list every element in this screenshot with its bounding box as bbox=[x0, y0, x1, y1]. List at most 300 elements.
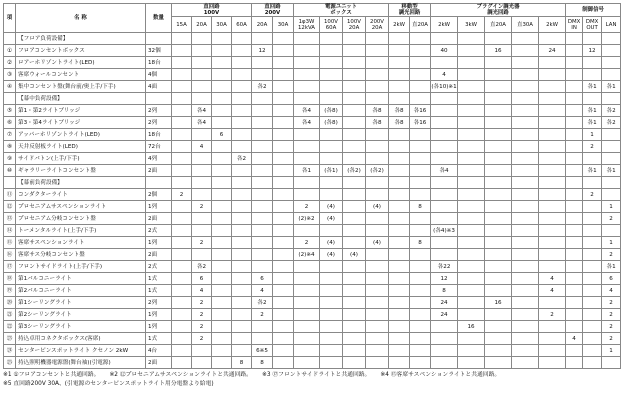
row-no: ㉕ bbox=[4, 357, 16, 369]
row-cell bbox=[320, 141, 343, 153]
row-name: 持込照明機器電源盤(舞台袖)(引電源) bbox=[16, 357, 146, 369]
row-cell bbox=[343, 345, 366, 357]
row-cell bbox=[485, 201, 512, 213]
row-cell bbox=[389, 357, 410, 369]
row-cell: 24 bbox=[431, 297, 458, 309]
row-cell bbox=[294, 57, 320, 69]
row-qty: 2面 bbox=[146, 213, 172, 225]
row-cell bbox=[343, 237, 366, 249]
empty-cell bbox=[431, 177, 458, 189]
row-name: プロセニアムサスペンションライト bbox=[16, 201, 146, 213]
row-cell: 各2 bbox=[252, 297, 273, 309]
row-cell bbox=[389, 297, 410, 309]
row-cell bbox=[172, 357, 192, 369]
empty-cell bbox=[566, 177, 583, 189]
row-cell: 16 bbox=[485, 45, 512, 57]
row-cell bbox=[294, 45, 320, 57]
row-qty: 18台 bbox=[146, 129, 172, 141]
row-cell bbox=[458, 237, 485, 249]
row-cell: (各10)※1 bbox=[431, 81, 458, 93]
row-cell bbox=[410, 81, 431, 93]
row-cell bbox=[172, 165, 192, 177]
table-row bbox=[4, 117, 621, 129]
row-cell bbox=[192, 45, 212, 57]
row-cell bbox=[485, 237, 512, 249]
row-cell: 4 bbox=[539, 285, 566, 297]
row-cell: (4) bbox=[320, 237, 343, 249]
row-cell: 2 bbox=[539, 309, 566, 321]
row-cell bbox=[512, 321, 539, 333]
header-sub: 3kW bbox=[458, 17, 485, 33]
row-cell bbox=[366, 69, 389, 81]
row-cell bbox=[343, 273, 366, 285]
row-cell bbox=[366, 333, 389, 345]
empty-cell bbox=[172, 177, 192, 189]
row-qty: 2列 bbox=[146, 297, 172, 309]
row-cell bbox=[273, 261, 294, 273]
section-title: 【幕前負荷設備】 bbox=[16, 177, 146, 189]
row-cell bbox=[172, 345, 192, 357]
table-row bbox=[4, 201, 621, 213]
row-cell bbox=[485, 141, 512, 153]
row-cell bbox=[583, 213, 602, 225]
row-cell bbox=[512, 189, 539, 201]
row-cell bbox=[389, 129, 410, 141]
row-cell: 各1 bbox=[583, 165, 602, 177]
row-cell bbox=[172, 249, 192, 261]
row-cell bbox=[389, 189, 410, 201]
row-qty: 4個 bbox=[146, 69, 172, 81]
row-cell bbox=[294, 345, 320, 357]
empty-cell bbox=[566, 33, 583, 45]
row-name: コンダクターライト bbox=[16, 189, 146, 201]
row-cell bbox=[389, 81, 410, 93]
row-cell bbox=[458, 105, 485, 117]
row-cell bbox=[252, 333, 273, 345]
row-cell bbox=[232, 273, 252, 285]
row-qty: 2面 bbox=[146, 249, 172, 261]
row-cell bbox=[566, 153, 583, 165]
row-cell: 24 bbox=[539, 45, 566, 57]
row-cell bbox=[252, 105, 273, 117]
row-cell: 各1 bbox=[294, 165, 320, 177]
row-cell: (各4)※3 bbox=[431, 225, 458, 237]
header-sub: 60A bbox=[232, 17, 252, 33]
row-no: ⑥ bbox=[4, 117, 16, 129]
row-cell bbox=[366, 297, 389, 309]
row-cell bbox=[539, 333, 566, 345]
row-cell bbox=[343, 333, 366, 345]
row-cell bbox=[389, 141, 410, 153]
row-cell bbox=[458, 249, 485, 261]
row-cell bbox=[273, 189, 294, 201]
row-cell bbox=[320, 129, 343, 141]
row-cell bbox=[232, 213, 252, 225]
header-sub: 20A bbox=[252, 17, 273, 33]
section-no bbox=[4, 93, 16, 105]
row-cell bbox=[431, 117, 458, 129]
row-cell bbox=[273, 105, 294, 117]
row-cell bbox=[389, 225, 410, 237]
footnote: ※5 直回路200V 30A、(引電源のセンターピンスポットライト用分電盤より給電) bbox=[3, 381, 214, 387]
row-name: 持込卓用コネクタボックス(客席) bbox=[16, 333, 146, 345]
row-cell bbox=[485, 69, 512, 81]
row-cell: 各4 bbox=[294, 105, 320, 117]
row-cell bbox=[566, 129, 583, 141]
row-cell: 12 bbox=[252, 45, 273, 57]
row-qty: 1列 bbox=[146, 309, 172, 321]
table-row bbox=[4, 189, 621, 201]
row-cell: 各4 bbox=[192, 105, 212, 117]
empty-cell bbox=[252, 177, 273, 189]
row-cell bbox=[431, 345, 458, 357]
row-cell bbox=[566, 57, 583, 69]
row-cell bbox=[320, 321, 343, 333]
row-cell bbox=[366, 273, 389, 285]
row-cell bbox=[172, 213, 192, 225]
row-name: 天井反射板ライト(LED) bbox=[16, 141, 146, 153]
row-cell bbox=[343, 357, 366, 369]
row-cell bbox=[389, 57, 410, 69]
header-sub: 15A bbox=[172, 17, 192, 33]
row-cell bbox=[172, 129, 192, 141]
header-sub: 直20A bbox=[485, 17, 512, 33]
table-row bbox=[4, 105, 621, 117]
row-cell bbox=[212, 141, 232, 153]
row-cell: 6※5 bbox=[252, 345, 273, 357]
empty-cell bbox=[343, 177, 366, 189]
row-cell bbox=[566, 117, 583, 129]
row-cell bbox=[566, 345, 583, 357]
empty-cell bbox=[212, 33, 232, 45]
row-qty: 2面 bbox=[146, 357, 172, 369]
header-no: 項 bbox=[4, 4, 16, 33]
row-cell bbox=[583, 57, 602, 69]
row-qty: 1列 bbox=[146, 201, 172, 213]
table-row bbox=[4, 141, 621, 153]
row-cell bbox=[583, 297, 602, 309]
row-cell: 8 bbox=[410, 237, 431, 249]
row-cell bbox=[458, 345, 485, 357]
row-no: ⑫ bbox=[4, 201, 16, 213]
row-cell bbox=[343, 129, 366, 141]
row-cell: 8 bbox=[410, 201, 431, 213]
row-cell bbox=[512, 81, 539, 93]
row-cell bbox=[172, 45, 192, 57]
empty-cell bbox=[566, 93, 583, 105]
table-row bbox=[4, 273, 621, 285]
row-cell: 各8 bbox=[389, 117, 410, 129]
row-cell bbox=[172, 237, 192, 249]
row-cell: (4) bbox=[320, 201, 343, 213]
row-cell bbox=[192, 81, 212, 93]
row-cell bbox=[458, 129, 485, 141]
row-cell bbox=[320, 225, 343, 237]
footnotes bbox=[3, 371, 597, 389]
row-cell bbox=[485, 273, 512, 285]
empty-cell bbox=[192, 177, 212, 189]
row-qty: 2式 bbox=[146, 225, 172, 237]
empty-cell bbox=[212, 93, 232, 105]
empty-cell bbox=[410, 177, 431, 189]
row-cell bbox=[512, 69, 539, 81]
row-cell bbox=[485, 333, 512, 345]
row-cell bbox=[343, 117, 366, 129]
row-cell: 各2 bbox=[602, 117, 621, 129]
row-cell bbox=[410, 249, 431, 261]
row-cell bbox=[583, 321, 602, 333]
empty-cell bbox=[232, 93, 252, 105]
row-cell: 各4 bbox=[294, 117, 320, 129]
row-cell bbox=[539, 357, 566, 369]
row-cell bbox=[485, 165, 512, 177]
row-cell bbox=[252, 153, 273, 165]
row-cell bbox=[273, 69, 294, 81]
row-cell bbox=[458, 213, 485, 225]
row-no: ㉓ bbox=[4, 333, 16, 345]
row-cell bbox=[192, 57, 212, 69]
row-cell bbox=[366, 153, 389, 165]
row-cell bbox=[566, 357, 583, 369]
row-cell bbox=[389, 309, 410, 321]
row-cell bbox=[566, 45, 583, 57]
empty-cell bbox=[512, 93, 539, 105]
header-sub: 20A bbox=[192, 17, 212, 33]
row-cell bbox=[366, 57, 389, 69]
row-no: ⑦ bbox=[4, 129, 16, 141]
row-cell bbox=[172, 69, 192, 81]
row-cell: 4 bbox=[566, 333, 583, 345]
row-cell bbox=[431, 201, 458, 213]
row-cell: 6 bbox=[252, 273, 273, 285]
row-cell bbox=[485, 153, 512, 165]
row-no: ⑩ bbox=[4, 165, 16, 177]
row-cell bbox=[320, 297, 343, 309]
footnote: ※1 ①フロアコンセントと共通回路。 bbox=[3, 372, 100, 378]
row-name: 第3・第4ライトブリッジ bbox=[16, 117, 146, 129]
empty-cell bbox=[192, 33, 212, 45]
row-cell: 2 bbox=[192, 297, 212, 309]
row-cell bbox=[389, 261, 410, 273]
empty-cell bbox=[602, 177, 621, 189]
row-cell: 24 bbox=[431, 309, 458, 321]
row-cell bbox=[485, 105, 512, 117]
row-cell bbox=[566, 249, 583, 261]
empty-cell bbox=[539, 93, 566, 105]
row-cell: 6 bbox=[602, 273, 621, 285]
row-cell bbox=[320, 357, 343, 369]
row-cell bbox=[320, 69, 343, 81]
row-cell: (各8) bbox=[320, 105, 343, 117]
row-cell bbox=[539, 201, 566, 213]
row-cell bbox=[485, 249, 512, 261]
table-row bbox=[4, 129, 621, 141]
row-cell bbox=[252, 201, 273, 213]
header-sub: 2kW bbox=[539, 17, 566, 33]
row-cell bbox=[431, 249, 458, 261]
row-cell bbox=[539, 69, 566, 81]
row-cell bbox=[485, 225, 512, 237]
row-cell: 4 bbox=[192, 141, 212, 153]
row-cell: 1 bbox=[583, 129, 602, 141]
row-cell bbox=[539, 81, 566, 93]
row-cell: 各1 bbox=[583, 117, 602, 129]
row-qty: 72台 bbox=[146, 141, 172, 153]
row-cell: 2 bbox=[583, 189, 602, 201]
row-cell bbox=[252, 261, 273, 273]
empty-cell bbox=[252, 33, 273, 45]
row-cell bbox=[192, 345, 212, 357]
table-row bbox=[4, 81, 621, 93]
header-group: プラグイン調光器 調光回路 bbox=[431, 4, 566, 17]
row-cell bbox=[212, 273, 232, 285]
row-cell: 4 bbox=[252, 285, 273, 297]
row-cell bbox=[273, 345, 294, 357]
row-cell bbox=[602, 189, 621, 201]
row-cell bbox=[172, 225, 192, 237]
row-cell bbox=[431, 57, 458, 69]
row-cell: 2 bbox=[583, 141, 602, 153]
row-cell bbox=[273, 333, 294, 345]
row-cell bbox=[232, 285, 252, 297]
row-cell: 4 bbox=[539, 273, 566, 285]
empty-cell bbox=[172, 93, 192, 105]
row-cell bbox=[343, 81, 366, 93]
empty-cell bbox=[583, 93, 602, 105]
header-group: 移動型 調光回路 bbox=[389, 4, 431, 17]
row-cell bbox=[583, 285, 602, 297]
row-cell: 各1 bbox=[583, 81, 602, 93]
row-no: ⑨ bbox=[4, 153, 16, 165]
row-cell bbox=[232, 189, 252, 201]
row-cell bbox=[602, 141, 621, 153]
header-sub: 100V 60A bbox=[320, 17, 343, 33]
row-cell bbox=[410, 141, 431, 153]
row-cell bbox=[232, 297, 252, 309]
row-cell bbox=[410, 213, 431, 225]
row-cell bbox=[232, 249, 252, 261]
row-cell bbox=[172, 201, 192, 213]
row-cell bbox=[539, 141, 566, 153]
row-cell bbox=[232, 165, 252, 177]
row-name: センターピンスポットライト クセノン 2kW bbox=[16, 345, 146, 357]
row-cell bbox=[172, 81, 192, 93]
row-cell bbox=[366, 225, 389, 237]
row-cell: 各2 bbox=[192, 261, 212, 273]
empty-cell bbox=[366, 177, 389, 189]
row-cell bbox=[389, 285, 410, 297]
row-cell bbox=[343, 189, 366, 201]
row-cell bbox=[410, 189, 431, 201]
empty-cell bbox=[458, 177, 485, 189]
row-cell: 各16 bbox=[410, 117, 431, 129]
row-cell: 8 bbox=[431, 285, 458, 297]
row-cell: 2 bbox=[252, 309, 273, 321]
row-cell bbox=[273, 57, 294, 69]
row-cell bbox=[212, 105, 232, 117]
row-cell bbox=[252, 165, 273, 177]
row-cell bbox=[232, 201, 252, 213]
row-cell bbox=[566, 273, 583, 285]
row-cell bbox=[192, 249, 212, 261]
table-row bbox=[4, 357, 621, 369]
row-cell: 2 bbox=[294, 201, 320, 213]
row-cell bbox=[232, 333, 252, 345]
row-cell: 各2 bbox=[602, 105, 621, 117]
row-cell bbox=[294, 321, 320, 333]
empty-cell bbox=[294, 93, 320, 105]
row-cell bbox=[539, 213, 566, 225]
row-cell bbox=[172, 321, 192, 333]
row-cell bbox=[485, 321, 512, 333]
section-title: 【フロア負荷設備】 bbox=[16, 33, 146, 45]
table-row bbox=[4, 297, 621, 309]
row-cell bbox=[389, 345, 410, 357]
row-cell: 各2 bbox=[232, 153, 252, 165]
empty-cell bbox=[320, 177, 343, 189]
row-cell bbox=[566, 225, 583, 237]
row-cell bbox=[252, 69, 273, 81]
row-cell bbox=[252, 141, 273, 153]
row-cell bbox=[366, 129, 389, 141]
row-cell bbox=[192, 213, 212, 225]
row-cell bbox=[320, 45, 343, 57]
row-cell bbox=[389, 153, 410, 165]
row-cell bbox=[232, 117, 252, 129]
row-cell bbox=[458, 189, 485, 201]
empty-cell bbox=[485, 177, 512, 189]
row-cell bbox=[539, 189, 566, 201]
row-name: 第1シーリングライト bbox=[16, 297, 146, 309]
empty-cell bbox=[431, 93, 458, 105]
row-cell bbox=[172, 153, 192, 165]
table-row bbox=[4, 225, 621, 237]
row-cell bbox=[343, 69, 366, 81]
empty-cell bbox=[583, 177, 602, 189]
section-no bbox=[4, 177, 16, 189]
row-cell bbox=[602, 57, 621, 69]
row-no: ㉒ bbox=[4, 321, 16, 333]
row-cell bbox=[273, 321, 294, 333]
row-cell bbox=[389, 237, 410, 249]
header-sub: 1φ3W 12kVA bbox=[294, 17, 320, 33]
row-no: ⑮ bbox=[4, 237, 16, 249]
row-cell: (2)※2 bbox=[294, 213, 320, 225]
header-sub: 直30A bbox=[512, 17, 539, 33]
row-cell bbox=[366, 249, 389, 261]
row-cell bbox=[458, 309, 485, 321]
empty-cell bbox=[273, 177, 294, 189]
row-cell bbox=[252, 129, 273, 141]
row-cell bbox=[566, 201, 583, 213]
row-cell bbox=[583, 261, 602, 273]
row-cell bbox=[566, 189, 583, 201]
row-cell bbox=[172, 141, 192, 153]
row-cell bbox=[583, 273, 602, 285]
row-cell: 2 bbox=[192, 309, 212, 321]
row-cell bbox=[458, 273, 485, 285]
empty-cell bbox=[232, 177, 252, 189]
table-row bbox=[4, 309, 621, 321]
row-cell bbox=[212, 297, 232, 309]
row-cell bbox=[212, 45, 232, 57]
row-cell bbox=[512, 261, 539, 273]
row-cell bbox=[410, 165, 431, 177]
empty-cell bbox=[232, 33, 252, 45]
row-qty: 1式 bbox=[146, 273, 172, 285]
row-cell bbox=[583, 69, 602, 81]
row-cell bbox=[252, 57, 273, 69]
